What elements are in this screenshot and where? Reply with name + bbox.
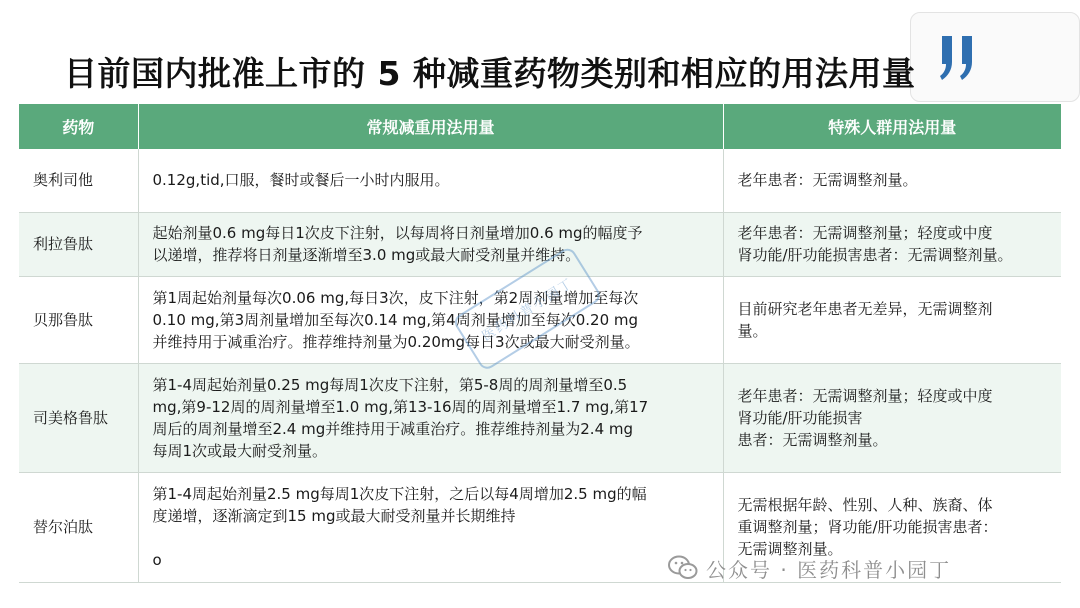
text-line: 肾功能/肝功能损害患者：无需调整剂量。 xyxy=(737,246,1013,264)
text-line: mg,第9-12周的周剂量增至1.0 mg,第13-16周的周剂量增至1.7 mg,第17 xyxy=(152,397,649,416)
watermark-text: 公众号 · 医药科普小园丁 xyxy=(706,557,952,582)
text-line: 无需调整剂量。 xyxy=(737,540,843,558)
drug-name: 司美格鲁肽 xyxy=(19,363,138,472)
header-special-dosage: 特殊人群用法用量 xyxy=(723,104,1061,149)
regular-dosage xyxy=(138,149,723,212)
regular-dosage xyxy=(138,472,723,582)
drug-name: 替尔泊肽 xyxy=(19,472,138,582)
text-line: 0.10 mg,第3周剂量增加至每次0.14 mg,第4周剂量增加至每次0.20 mg xyxy=(152,310,639,329)
wechat-icon xyxy=(668,555,698,581)
account-watermark xyxy=(668,552,951,584)
text-line: 患者：无需调整剂量。 xyxy=(737,430,888,449)
stamp-text: 医药科普小园丁 xyxy=(479,275,577,345)
text-line: 度递增，逐渐滴定到15 mg或最大耐受剂量并长期维持 xyxy=(152,507,516,525)
special-dosage xyxy=(723,149,1061,212)
special-dosage xyxy=(723,276,1061,363)
table-header-row xyxy=(19,104,1061,149)
text-line: 以递增，推荐将日剂量逐渐增至3.0 mg或最大耐受剂量并维持。 xyxy=(152,246,581,264)
table-row xyxy=(19,363,1061,472)
regular-dosage xyxy=(138,212,723,276)
drug-name: 奥利司他 xyxy=(19,149,138,212)
regular-dosage xyxy=(138,363,723,472)
table-row xyxy=(19,276,1061,363)
text-line xyxy=(153,527,709,549)
text-line: 重调整剂量；肾功能/肝功能损害患者： xyxy=(737,518,998,536)
text-line: 老年患者：无需调整剂量；轻度或中度 xyxy=(737,224,993,242)
text-line: 老年患者：无需调整剂量；轻度或中度 xyxy=(737,386,993,405)
text-line: 起始剂量0.6 mg每日1次皮下注射，以每周将日剂量增加0.6 mg的幅度予 xyxy=(152,224,643,242)
text-line: 第1周起始剂量每次0.06 mg,每日3次，皮下注射，第2周剂量增加至每次 xyxy=(152,288,639,307)
text-line: 肾功能/肝功能损害 xyxy=(737,408,863,427)
text-line: 每周1次或最大耐受剂量。 xyxy=(152,441,328,460)
drug-name: 利拉鲁肽 xyxy=(19,212,138,276)
special-dosage xyxy=(723,363,1061,472)
text-line: 第1-4周起始剂量0.25 mg每周1次皮下注射，第5-8周的周剂量增至0.5 xyxy=(152,375,628,394)
text-line: 目前研究老年患者无差异，无需调整剂 xyxy=(737,299,993,318)
text-line: 量。 xyxy=(737,321,768,340)
page-title: 目前国内批准上市的 5 种减重药物类别和相应的用法用量 xyxy=(64,54,916,93)
header-drug: 药物 xyxy=(19,104,138,149)
text-line: 周后的周剂量增至2.4 mg并维持用于减重治疗。推荐维持剂量为2.4 mg xyxy=(152,419,634,438)
drug-name: 贝那鲁肽 xyxy=(19,276,138,363)
table-row xyxy=(19,149,1061,212)
text-line: o xyxy=(152,551,162,569)
text-line: 无需根据年龄、性别、人种、族裔、体 xyxy=(737,496,993,514)
regular-dosage xyxy=(138,276,723,363)
dosage-table xyxy=(19,104,1061,583)
text-line: 并维持用于减重治疗。推荐维持剂量为0.20mg每日3次或最大耐受剂量。 xyxy=(152,332,640,351)
special-dosage xyxy=(723,212,1061,276)
text-line: 0.12g,tid,口服，餐时或餐后一小时内服用。 xyxy=(152,171,450,190)
header-regular-dosage: 常规减重用法用量 xyxy=(138,104,723,149)
text-line: 老年患者：无需调整剂量。 xyxy=(737,171,918,190)
table-row xyxy=(19,212,1061,276)
text-line: 第1-4周起始剂量2.5 mg每周1次皮下注射，之后以每4周增加2.5 mg的幅 xyxy=(152,485,647,503)
